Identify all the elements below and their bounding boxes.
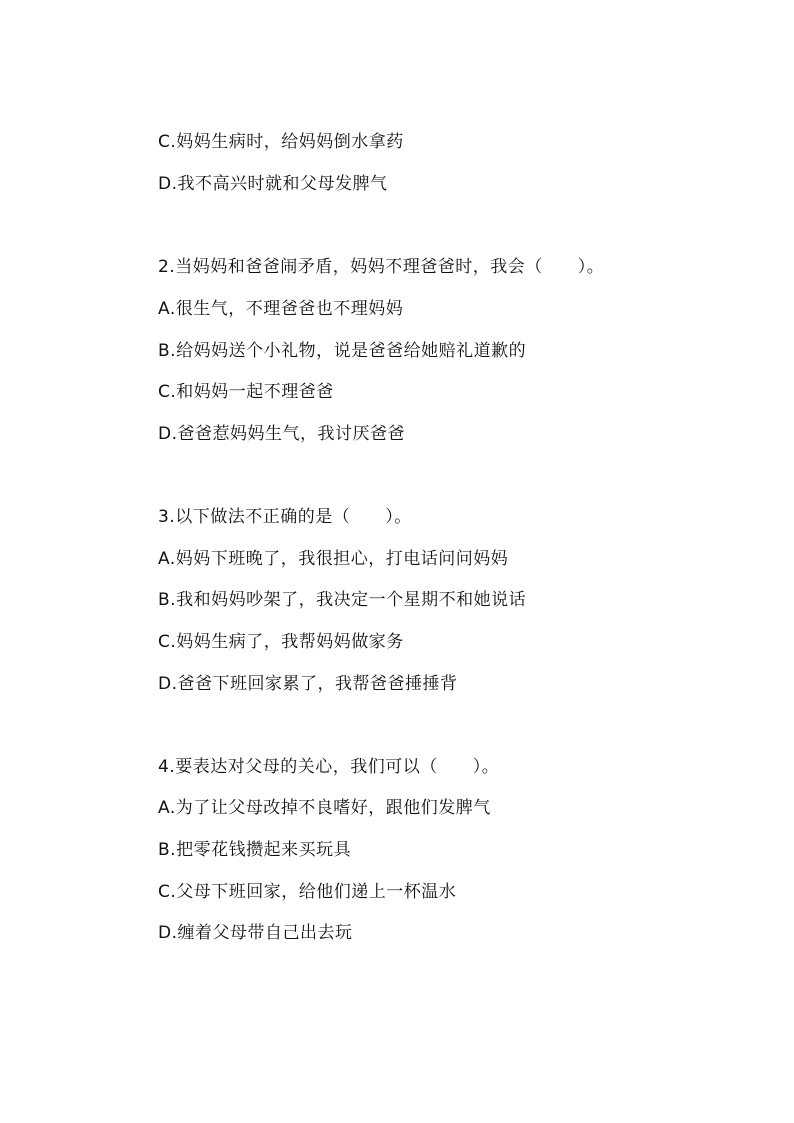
q4-option-a: A.为了让父母改掉不良嗜好，跟他们发脾气 (158, 798, 491, 818)
q2-option-c: C.和妈妈一起不理爸爸 (158, 382, 334, 402)
q2-stem: 2.当妈妈和爸爸闹矛盾，妈妈不理爸爸时，我会（ ）。 (158, 257, 605, 277)
q2-option-d: D.爸爸惹妈妈生气，我讨厌爸爸 (158, 424, 405, 444)
q2-option-b: B.给妈妈送个小礼物，说是爸爸给她赔礼道歉的 (158, 341, 527, 361)
q3-option-d: D.爸爸下班回家累了，我帮爸爸捶捶背 (158, 674, 458, 694)
q2-option-a: A.很生气，不理爸爸也不理妈妈 (158, 299, 404, 319)
q4-option-b: B.把零花钱攒起来买玩具 (158, 840, 352, 860)
q4-stem: 4.要表达对父母的关心，我们可以（ ）。 (158, 757, 500, 777)
q1-option-c: C.妈妈生病时，给妈妈倒水拿药 (158, 132, 404, 152)
q3-option-b: B.我和妈妈吵架了，我决定一个星期不和她说话 (158, 590, 527, 610)
q4-option-c: C.父母下班回家，给他们递上一杯温水 (158, 882, 457, 902)
q3-stem: 3.以下做法不正确的是（ ）。 (158, 507, 412, 527)
q3-option-a: A.妈妈下班晚了，我很担心，打电话问问妈妈 (158, 549, 509, 569)
q1-option-d: D.我不高兴时就和父母发脾气 (158, 174, 388, 194)
q4-option-d: D.缠着父母带自己出去玩 (158, 923, 353, 943)
q3-option-c: C.妈妈生病了，我帮妈妈做家务 (158, 632, 404, 652)
